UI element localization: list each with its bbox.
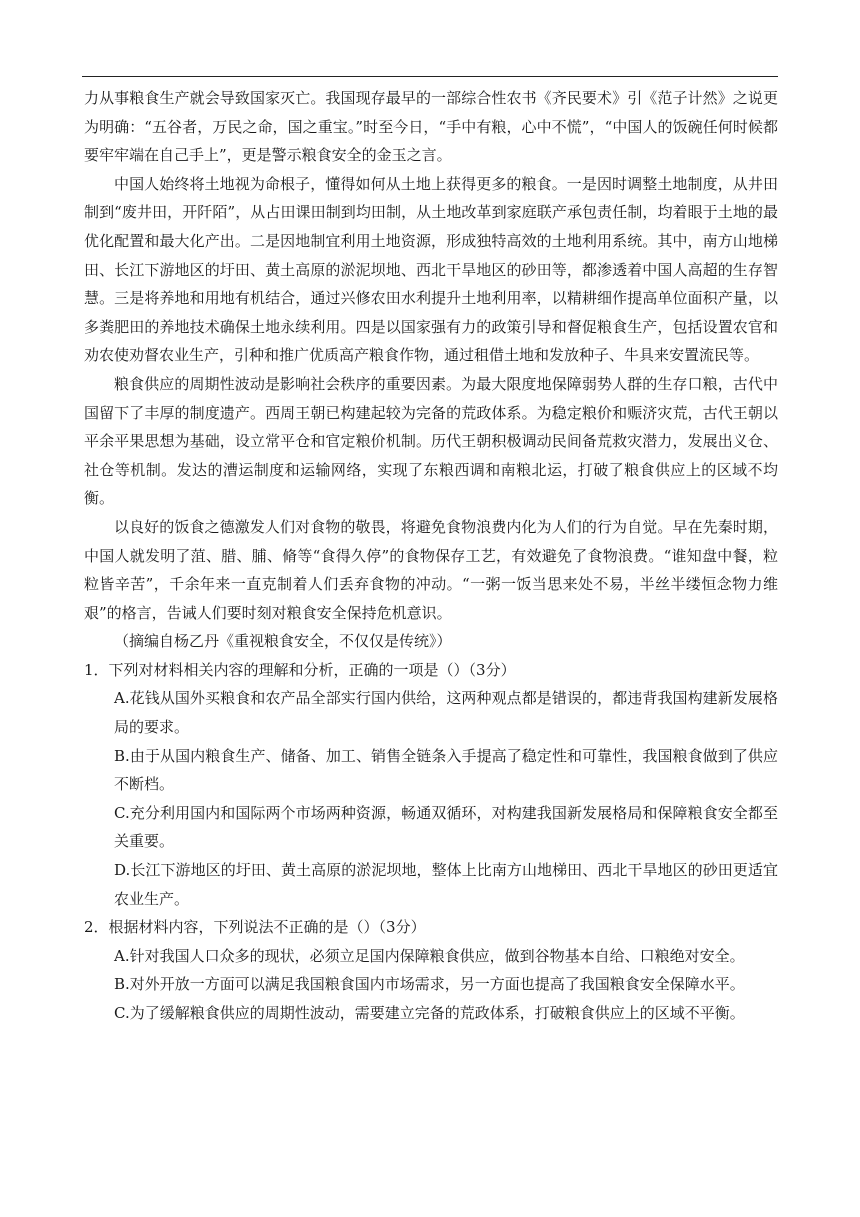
article-paragraph: 中国人始终将土地视为命根子，懂得如何从土地上获得更多的粮食。一是因时调整土地制度，从井田制到“废井田，开阡陌”，从占田课田制到均田制，从土地改革到家庭联产承包责任制，均着眼于土地的最优化配置和最大化产出。二是因地制宜利用土地资源，形成独特高效的土地利用系统。其中，南方山地梯田、长江下游地区的圩田、黄土高原的淤泥坝地、西北干旱地区的砂田等，都渗透着中国人高超的生存智慧。三是将养地和用地有机结合，通过兴修农田水利提升土地利用率，以精耕细作提高单位面积产量，以多粪肥田的养地技术确保土地永续利用。四是以国家强有力的政策引导和督促粮食生产，包括设置农官和劝农使劝督农业生产，引种和推广优质高产粮食作物，通过租借土地和发放种子、牛具来安置流民等。 [84,174,778,365]
question-option: B.由于从国内粮食生产、储备、加工、销售全链条入手提高了稳定性和可靠性，我国粮食做到了供应不断档。 [114,746,778,794]
document-body [84,84,778,1028]
question-stem: 1．下列对材料相关内容的理解和分析，正确的一项是（）（3分） [84,660,516,679]
question-option: D.长江下游地区的圩田、黄土高原的淤泥坝地，整体上比南方山地梯田、西北干旱地区的砂田更适宜农业生产。 [114,861,778,908]
article-paragraph: 以良好的饭食之德激发人们对食物的敬畏，将避免食物浪费内化为人们的行为自觉。早在先秦时期，中国人就发明了菹、腊、脯、脩等“食得久停”的食物保存工艺，有效避免了食物浪费。“谁知盘中餐，粒粒皆辛苦”，千余年来一直克制着人们丢弃食物的冲动。“一粥一饭当思来处不易，半丝半缕恒念物力维艰”的格言，告诫人们要时刻对粮食安全保持危机意识。 [84,517,778,622]
header-rule [82,76,778,77]
article-paragraph: 力从事粮食生产就会导致国家灭亡。我国现存最早的一部综合性农书《齐民要术》引《范子计然》之说更为明确：“五谷者，万民之命，国之重宝。”时至今日，“手中有粮，心中不慌”，“中国人的饭碗任何时候都要牢牢端在自己手上”，更是警示粮食安全的金玉之言。 [84,89,778,165]
question-option: A.花钱从国外买粮食和农产品全部实行国内供给，这两种观点都是错误的，都违背我国构建新发展格局的要求。 [114,689,778,737]
question-option: C.为了缓解粮食供应的周期性波动，需要建立完备的荒政体系，打破粮食供应上的区域不平衡。 [114,1004,745,1022]
article-paragraph: 粮食供应的周期性波动是影响社会秩序的重要因素。为最大限度地保障弱势人群的生存口粮，古代中国留下了丰厚的制度遗产。西周王朝已构建起较为完备的荒政体系。为稳定粮价和赈济灾荒，古代王朝以平余平果思想为基础，设立常平仓和官定粮价机制。历代王朝积极调动民间备荒救灾潜力，发展出义仓、社仓等机制。发达的漕运制度和运输网络，实现了东粮西调和南粮北运，打破了粮食供应上的区域不均衡。 [84,374,778,508]
article-source: （摘编自杨乙丹《重视粮食安全，不仅仅是传统》） [114,632,452,651]
question-option: A.针对我国人口众多的现状，必须立足国内保障粮食供应，做到谷物基本自给、口粮绝对安全。 [114,946,745,965]
question-option: C.充分利用国内和国际两个市场两种资源，畅通双循环，对构建我国新发展格局和保障粮食安全都至关重要。 [114,803,778,851]
question-stem: 2．根据材料内容，下列说法不正确的是（）（3分） [84,918,426,937]
question-option: B.对外开放一方面可以满足我国粮食国内市场需求，另一方面也提高了我国粮食安全保障水平。 [114,975,745,994]
